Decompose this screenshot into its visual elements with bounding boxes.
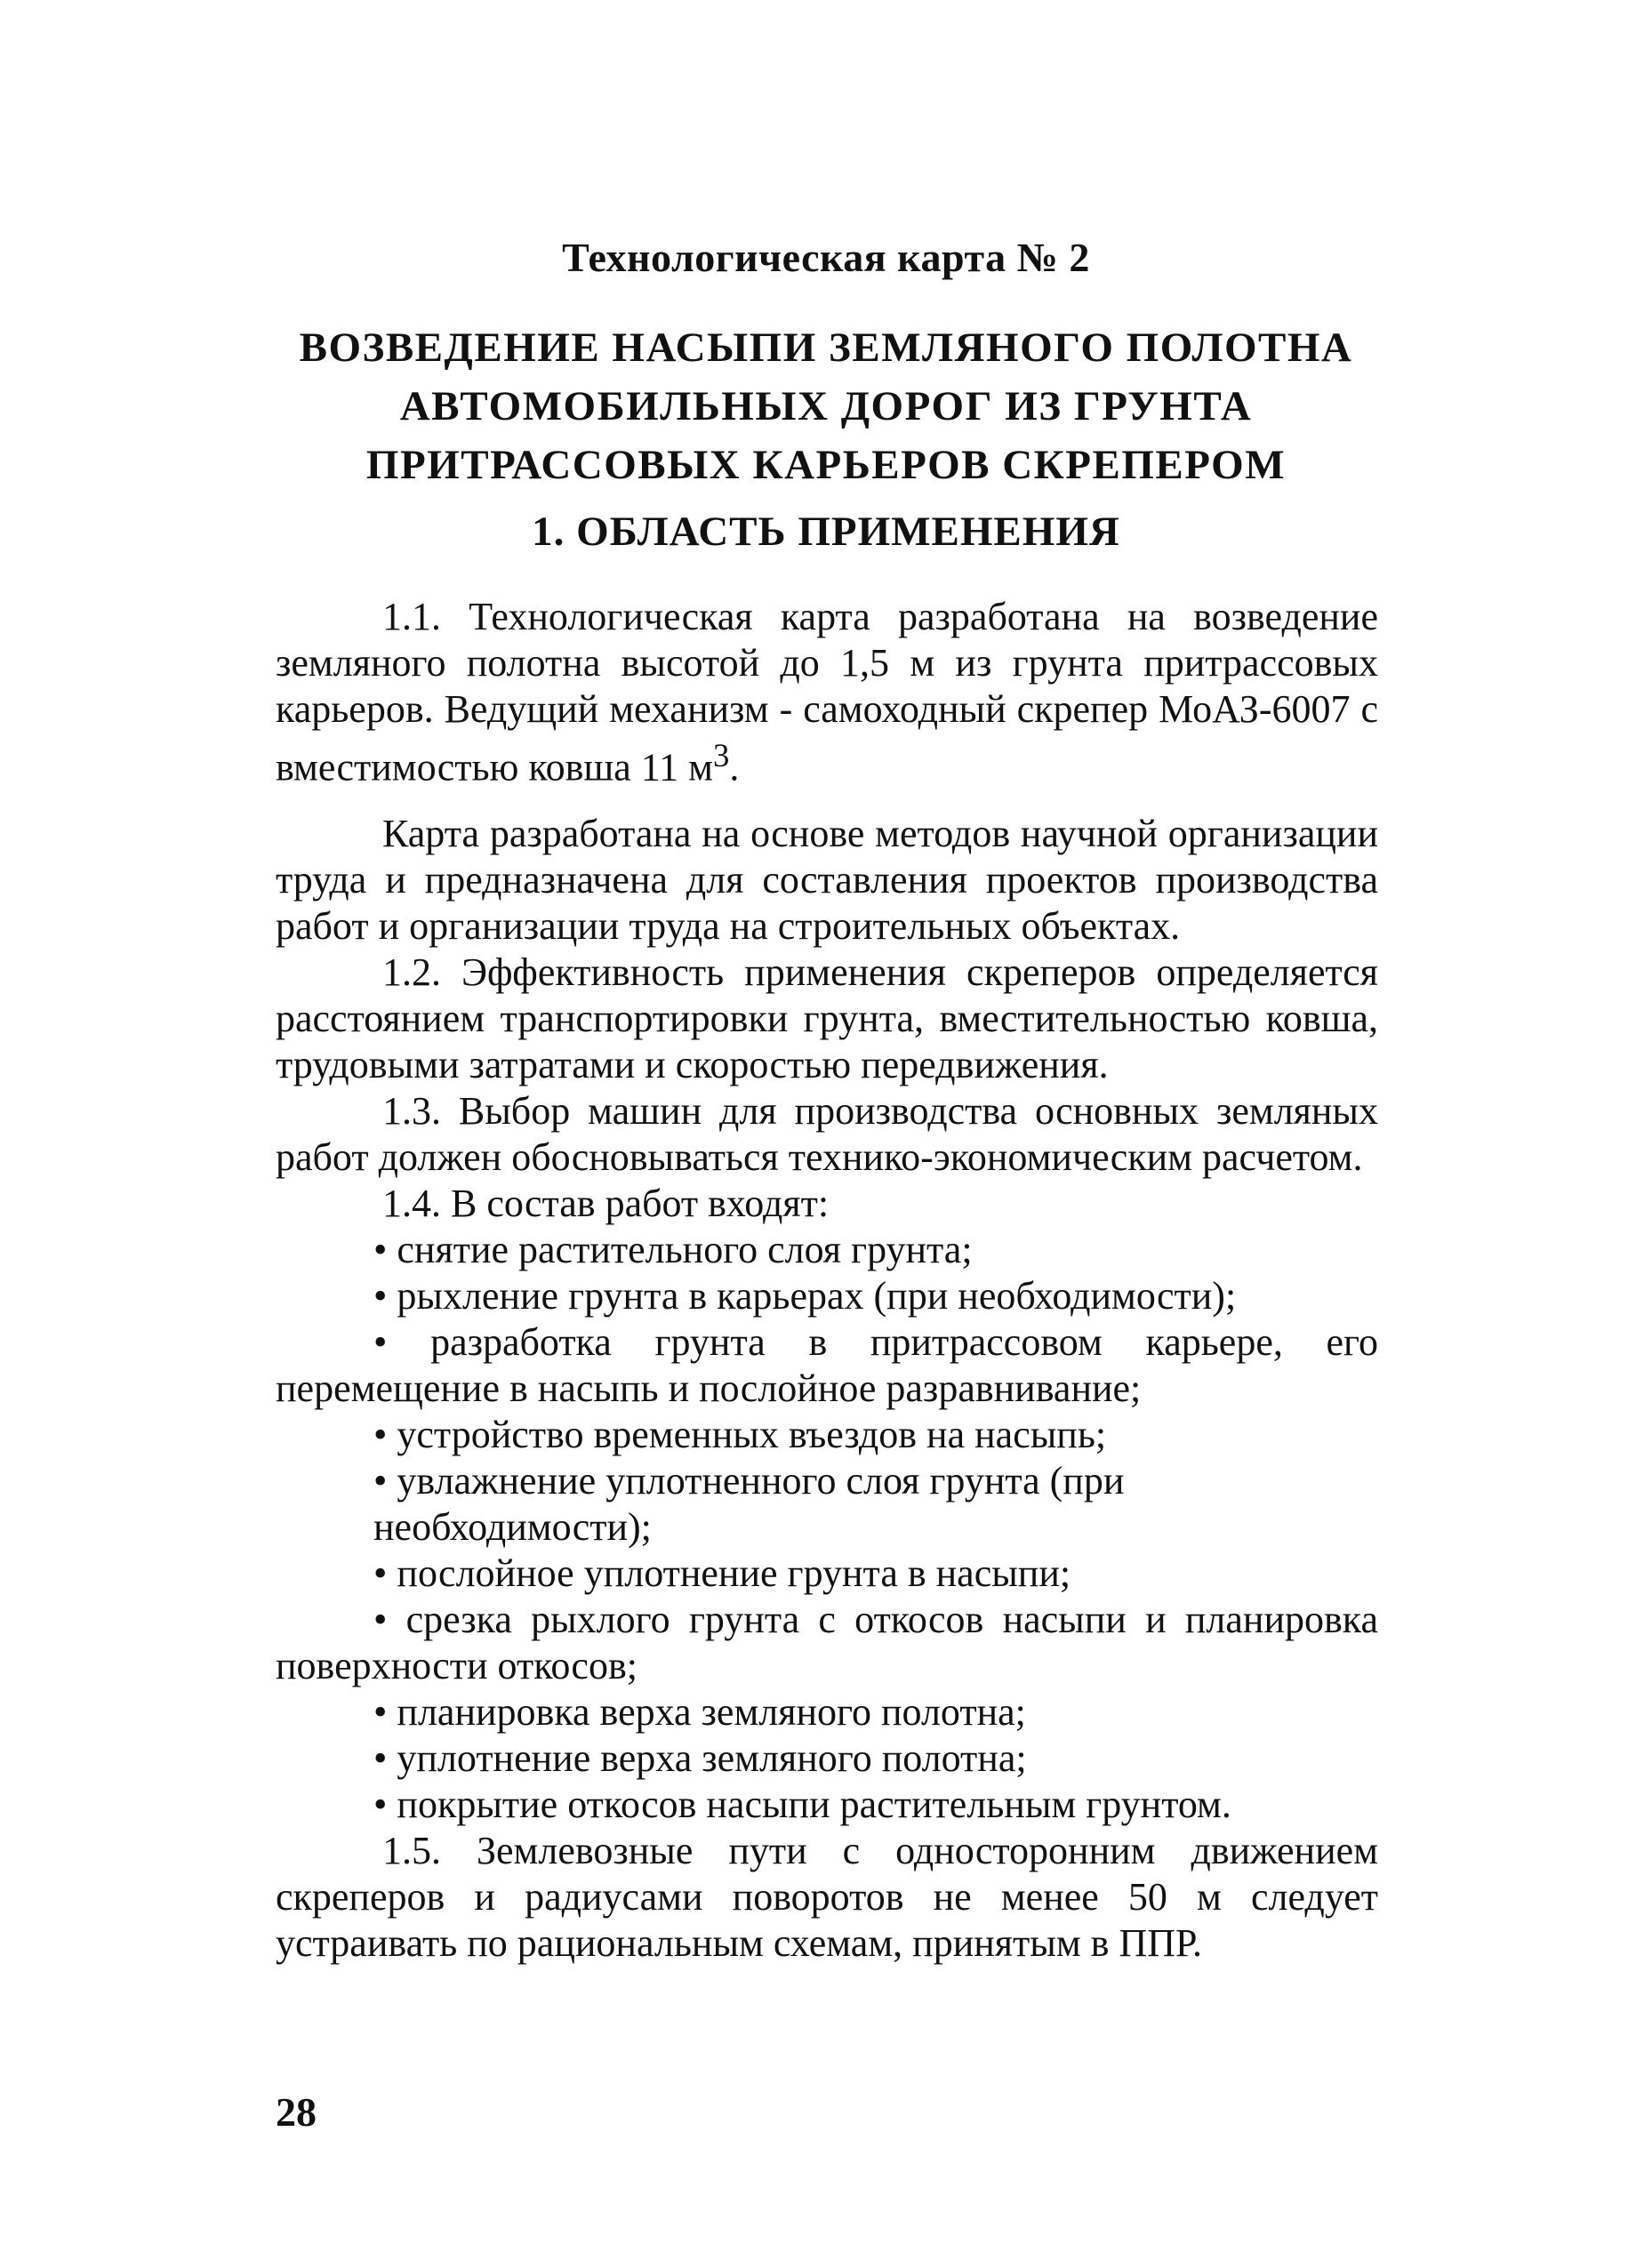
document-heading: [0, 318, 1652, 494]
list-item: • срезка рыхлого грунта с откосов насыпи и планировка поверхности откосов;: [276, 1597, 1378, 1689]
heading-line: ПРИТРАССОВЫХ КАРЬЕРОВ СКРЕПЕРОМ: [365, 442, 1287, 488]
page-number: 28: [276, 2089, 317, 2135]
work-list: [276, 1227, 1378, 1828]
superscript: 3: [712, 737, 730, 773]
list-item: • послойное уплотнение грунта в насыпи;: [276, 1551, 1378, 1597]
paragraph-1-4: 1.4. В состав работ входят:: [382, 1181, 830, 1225]
paragraph-map: Карта разработана на основе методов научной организации труда и предназначена для составления проектов производства работ и организации труда на строительных объектах.: [276, 811, 1378, 948]
list-item: • уплотнение верха земляного полотна;: [276, 1735, 1378, 1782]
paragraph-1-1-end: .: [729, 745, 740, 789]
list-item: • рыхление грунта в карьерах (при необходимости);: [276, 1273, 1378, 1319]
document-title: Технологическая карта № 2: [562, 235, 1090, 280]
body-text: [276, 594, 1378, 1967]
paragraph-1-1-text: 1.1. Технологическая карта разработана на возведение земляного полотна высотой до 1,5 м из грунта притрассовых карьеров. Ведущий механизм - самоходный скрепер МоАЗ-6007 с вместимостью ковша 11 м: [276, 595, 1378, 789]
heading-line: ВОЗВЕДЕНИЕ НАСЫПИ ЗЕМЛЯНОГО ПОЛОТНА: [299, 325, 1353, 371]
paragraph-1-5: 1.5. Землевозные пути с односторонним движением скреперов и радиусами поворотов не менее 50 м следует устраивать по рациональным схемам, принятым в ППР.: [276, 1828, 1378, 1965]
paragraph-1-1: [276, 594, 1378, 791]
paragraph-1-2: 1.2. Эффективность применения скреперов определяется расстоянием транспортировки грунта, вместительностью ковша, трудовыми затратами и скоростью передвижения.: [276, 950, 1378, 1086]
list-item: • увлажнение уплотненного слоя грунта (при необходимости);: [276, 1458, 1378, 1551]
list-item: • устройство временных въездов на насыпь;: [276, 1412, 1378, 1458]
section-heading: 1. ОБЛАСТЬ ПРИМЕНЕНИЯ: [532, 509, 1120, 555]
list-item: • снятие растительного слоя грунта;: [276, 1227, 1378, 1273]
heading-line: АВТОМОБИЛЬНЫХ ДОРОГ ИЗ ГРУНТА: [399, 383, 1253, 429]
list-item: • разработка грунта в притрассовом карьере, его перемещение в насыпь и послойное разравнивание;: [276, 1319, 1378, 1412]
list-item: • планировка верха земляного полотна;: [276, 1689, 1378, 1735]
paragraph-1-3: 1.3. Выбор машин для производства основных земляных работ должен обосновываться технико-экономическим расчетом.: [276, 1088, 1378, 1179]
list-item: • покрытие откосов насыпи растительным грунтом.: [276, 1782, 1378, 1828]
